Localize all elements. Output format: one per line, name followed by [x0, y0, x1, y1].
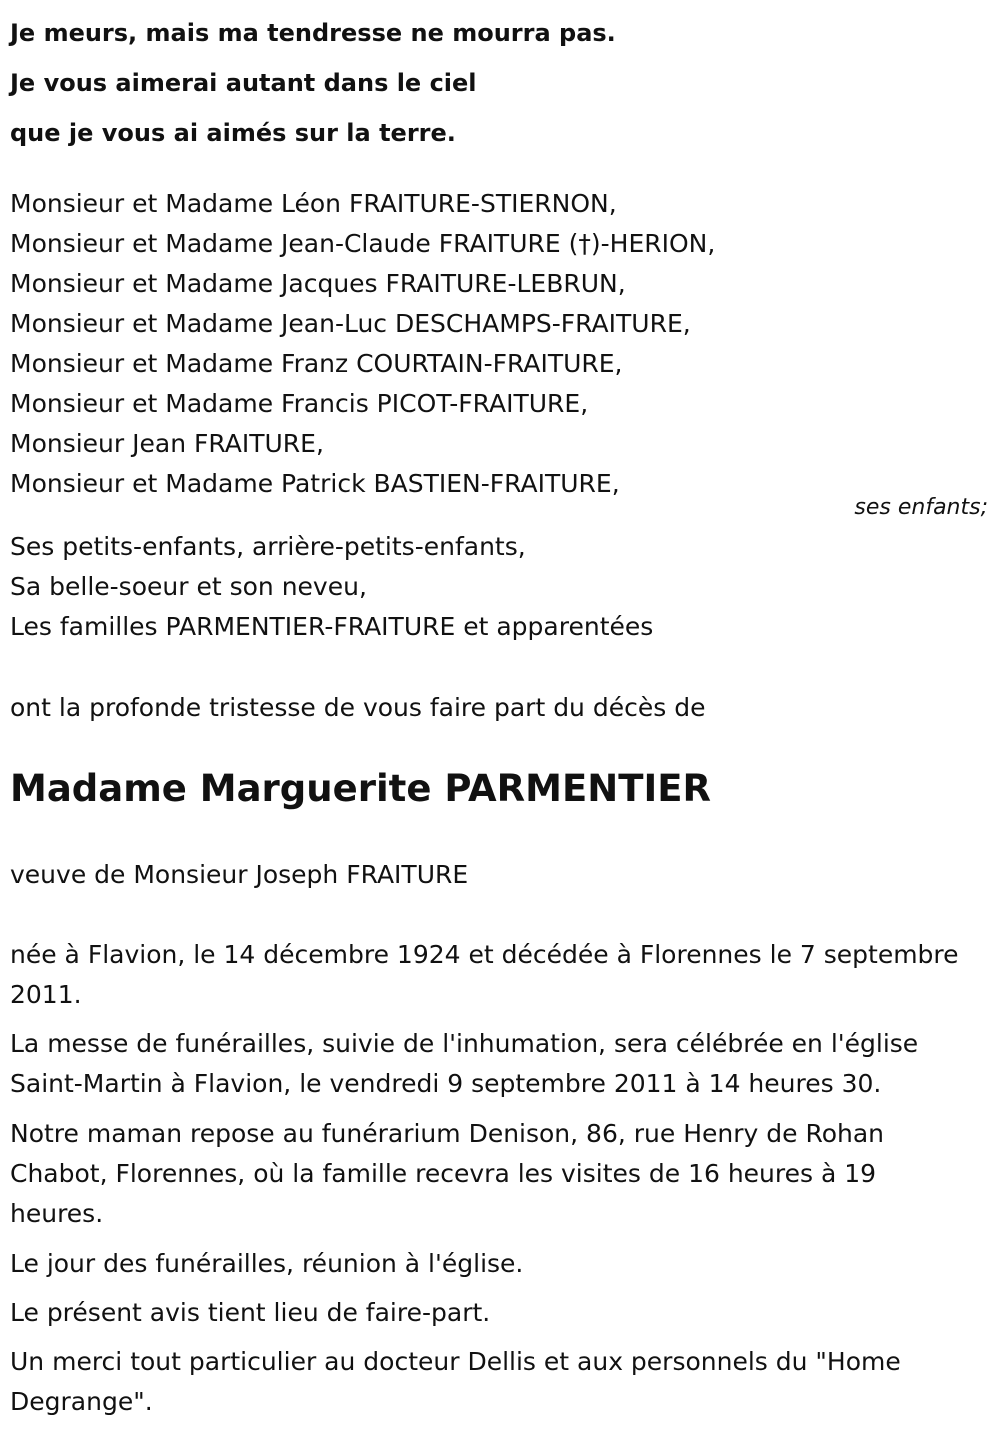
- child-line: Monsieur et Madame Patrick BASTIEN-FRAITURE,: [10, 469, 620, 498]
- child-line: Monsieur et Madame Léon FRAITURE-STIERNON,: [10, 189, 617, 218]
- funerarium-details: Notre maman repose au funérarium Denison, 86, rue Henry de Rohan Chabot, Florennes, où la famille recevra les visites de 16 heures à 19 heures.: [10, 1119, 884, 1228]
- poem-line: Je meurs, mais ma tendresse ne mourra pas.: [10, 19, 616, 47]
- family-line: Sa belle-soeur et son neveu,: [10, 572, 367, 601]
- family-line: Ses petits-enfants, arrière-petits-enfants,: [10, 532, 526, 561]
- children-list: [10, 184, 975, 504]
- child-line: Monsieur et Madame Jacques FRAITURE-LEBRUN,: [10, 269, 626, 298]
- thanks-note: Un merci tout particulier au docteur Dellis et aux personnels du "Home Degrange".: [10, 1347, 901, 1416]
- poem-line: que je vous ai aimés sur la terre.: [10, 119, 456, 147]
- poem-line: Je vous aimerai autant dans le ciel: [10, 69, 477, 97]
- funeral-mass-details: La messe de funérailles, suivie de l'inhumation, sera célébrée en l'église Saint-Martin à Flavion, le vendredi 9 septembre 2011 à 14 heures 30.: [10, 1029, 919, 1098]
- child-line: Monsieur et Madame Franz COURTAIN-FRAITURE,: [10, 349, 623, 378]
- deceased-name: Madame Marguerite PARMENTIER: [10, 767, 711, 810]
- funeral-meeting-note: Le jour des funérailles, réunion à l'église.: [10, 1249, 524, 1278]
- family-line: Les familles PARMENTIER-FRAITURE et apparentées: [10, 612, 654, 641]
- birth-death-details: née à Flavion, le 14 décembre 1924 et décédée à Florennes le 7 septembre 2011.: [10, 940, 959, 1009]
- poem: [10, 8, 970, 158]
- child-line: Monsieur et Madame Francis PICOT-FRAITURE,: [10, 389, 589, 418]
- announcement-intro: ont la profonde tristesse de vous faire part du décès de: [10, 693, 706, 722]
- child-line: Monsieur et Madame Jean-Claude FRAITURE (†)-HERION,: [10, 229, 716, 258]
- widow-of: veuve de Monsieur Joseph FRAITURE: [10, 860, 469, 889]
- notice-note: Le présent avis tient lieu de faire-part.: [10, 1298, 491, 1327]
- child-line: Monsieur Jean FRAITURE,: [10, 429, 324, 458]
- child-line: Monsieur et Madame Jean-Luc DESCHAMPS-FRAITURE,: [10, 309, 691, 338]
- family-list: [10, 527, 975, 647]
- children-label: ses enfants;: [854, 495, 988, 520]
